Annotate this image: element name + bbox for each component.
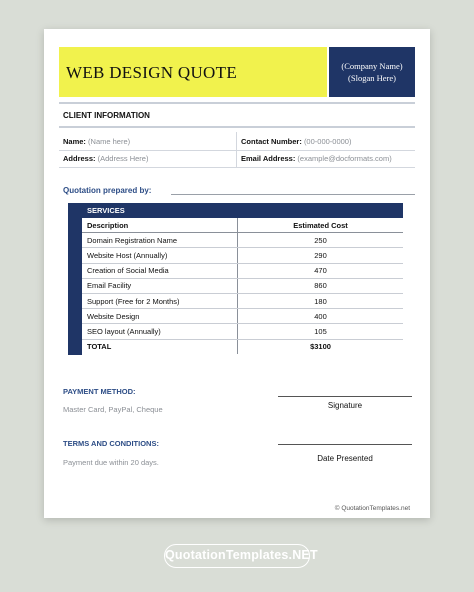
services-table (82, 218, 403, 354)
service-cost: 290 (238, 248, 404, 263)
terms-label: TERMS AND CONDITIONS: (63, 439, 159, 448)
service-description: Support (Free for 2 Months) (82, 293, 238, 308)
prepared-by-label: Quotation prepared by: (63, 186, 152, 195)
description-column-header: Description (82, 218, 238, 233)
contact-number-field[interactable] (241, 137, 351, 146)
table-row (82, 293, 403, 308)
service-description: Website Host (Annually) (82, 248, 238, 263)
service-description: Website Design (82, 309, 238, 324)
email-address-field[interactable] (241, 154, 392, 163)
service-description: Creation of Social Media (82, 263, 238, 278)
copyright-text: © QuotationTemplates.net (334, 505, 410, 512)
client-section-label: CLIENT INFORMATION (63, 111, 150, 120)
company-slogan: (Slogan Here) (348, 73, 396, 83)
services-side-bar (68, 203, 82, 355)
table-row (82, 278, 403, 293)
table-row (82, 263, 403, 278)
signature-line[interactable] (278, 396, 412, 397)
payment-method-label: PAYMENT METHOD: (63, 387, 136, 396)
date-presented-label: Date Presented (317, 454, 373, 463)
client-address-field[interactable] (63, 154, 148, 163)
company-name: (Company Name) (341, 61, 403, 71)
date-line[interactable] (278, 444, 412, 445)
total-label: TOTAL (87, 342, 112, 352)
payment-method-value: Master Card, PayPal, Cheque (63, 405, 163, 414)
signature-label: Signature (327, 401, 363, 410)
client-bottom-divider (59, 167, 415, 168)
service-cost: 250 (238, 233, 404, 248)
table-row (82, 324, 403, 339)
contact-label: Contact Number: (241, 137, 302, 146)
name-label: Name: (63, 137, 86, 146)
contact-placeholder: (00-000-0000) (303, 137, 352, 146)
company-box (329, 47, 415, 97)
service-cost: 180 (238, 293, 404, 308)
service-cost: 470 (238, 263, 404, 278)
client-column-divider (236, 132, 237, 167)
address-placeholder: (Address Here) (97, 154, 149, 163)
document-title: WEB DESIGN QUOTE (66, 63, 237, 82)
client-divider (59, 126, 415, 128)
service-description: SEO layout (Annually) (82, 324, 238, 339)
quote-document (44, 29, 430, 518)
total-value: $3100 (238, 339, 404, 354)
service-description: Email Facility (82, 278, 238, 293)
services-header-row (82, 218, 403, 233)
services-header: SERVICES (82, 203, 403, 218)
service-cost: 860 (238, 278, 404, 293)
table-row (82, 233, 403, 248)
client-row-divider (59, 150, 415, 151)
cost-column-header: Estimated Cost (238, 218, 404, 233)
prepared-by-line[interactable] (171, 194, 415, 195)
service-description: Domain Registration Name (82, 233, 238, 248)
email-placeholder: (example@docformats.com) (297, 154, 392, 163)
name-placeholder: (Name here) (88, 137, 131, 146)
title-banner (59, 47, 327, 97)
table-row (82, 248, 403, 263)
terms-value: Payment due within 20 days. (63, 458, 159, 467)
brand-badge: QuotationTemplates.NET (164, 544, 310, 568)
header-divider (59, 102, 415, 104)
table-row (82, 309, 403, 324)
client-name-field[interactable] (63, 137, 130, 146)
service-cost: 400 (238, 309, 404, 324)
address-label: Address: (63, 154, 96, 163)
service-cost: 105 (238, 324, 404, 339)
total-row (82, 339, 403, 354)
email-label: Email Address: (241, 154, 296, 163)
